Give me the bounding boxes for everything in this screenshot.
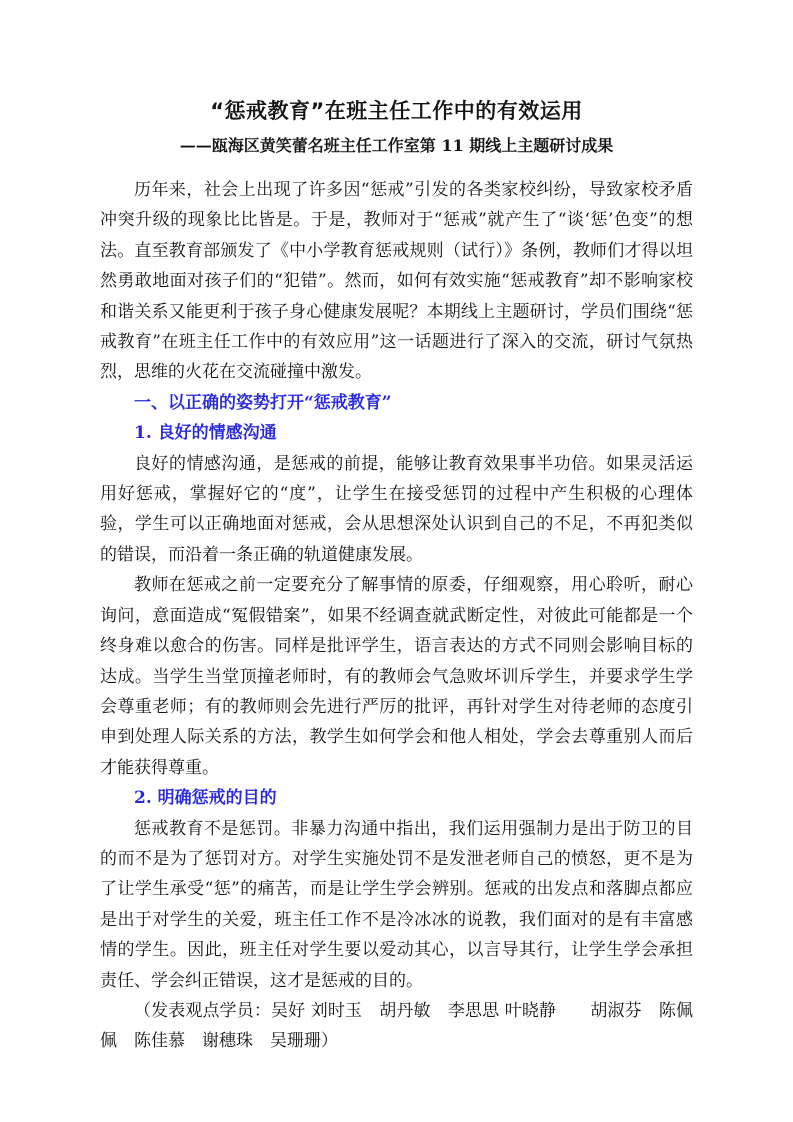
paragraph-before-discipline: 教师在惩戒之前一定要充分了解事情的原委，仔细观察，用心聆听，耐心询问，意面造成“冤假错案”，如果不经调查就武断定性，对彼此可能都是一个终身难以愈合的伤害。同样是批评学生，语言表达的方式不同则会影响目标的达成。当学生当堂顶撞老师时，有的教师会气急败坏训斥学生，并要求学生学会尊重老师；有的教师则会先进行严厉的批评，再针对学生对待老师的态度引申到处理人际关系的方法，教学生如何学会和他人相处，学会去尊重别人而后才能获得尊重。 [100, 575, 693, 778]
section-heading-1: 一、以正确的姿势打开“惩戒教育” [134, 392, 392, 413]
paragraph-participant-names: （发表观点学员：吴好 刘时玉 胡丹敏 李思思 叶晓静 胡淑芬 陈佩佩 陈佳慕 谢穗珠 吴珊珊） [100, 1000, 693, 1052]
paragraph-emotional-communication: 良好的情感沟通，是惩戒的前提，能够让教育效果事半功倍。如果灵活运用好惩戒，掌握好它的“度”，让学生在接受惩罚的过程中产生积极的心理体验，学生可以正确地面对惩戒，会从思想深处认识到自己的不足，不再犯类似的错误，而沿着一条正确的轨道健康发展。 [100, 453, 693, 565]
paragraph-purpose-of-discipline: 惩戒教育不是惩罚。非暴力沟通中指出，我们运用强制力是出于防卫的目的而不是为了惩罚对方。对学生实施处罚不是发泄老师自己的愤怒，更不是为了让学生承受“惩”的痛苦，而是让学生学会辨别。惩戒的出发点和落脚点都应是出于对学生的关爱，班主任工作不是冷冰冰的说教，我们面对的是有丰富感情的学生。因此，班主任对学生要以爱动其心，以言导其行，让学生学会承担责任、学会纠正错误，这才是惩戒的目的。 [100, 818, 693, 991]
subsection-heading-1-1: 1. 良好的情感沟通 [134, 423, 277, 444]
subsection-heading-1-2: 2. 明确惩戒的目的 [134, 788, 277, 809]
document-title: “惩戒教育”在班主任工作中的有效运用 [210, 99, 583, 123]
document-subtitle: ——瓯海区黄笑蕾名班主任工作室第 11 期线上主题研讨成果 [179, 136, 614, 155]
paragraph-intro: 历年来，社会上出现了许多因“惩戒”引发的各类家校纠纷，导致家校矛盾冲突升级的现象比比皆是。于是，教师对于“惩戒”就产生了“谈‘惩’色变”的想法。直至教育部颁发了《中小学教育惩戒规则（试行）》条例，教师们才得以坦然勇敢地面对孩子们的“犯错”。然而，如何有效实施“惩戒教育”却不影响家校和谐关系又能更利于孩子身心健康发展呢？本期线上主题研讨，学员们围绕“惩戒教育”在班主任工作中的有效应用”这一话题进行了深入的交流，研讨气氛热烈，思维的火花在交流碰撞中激发。 [100, 180, 693, 383]
